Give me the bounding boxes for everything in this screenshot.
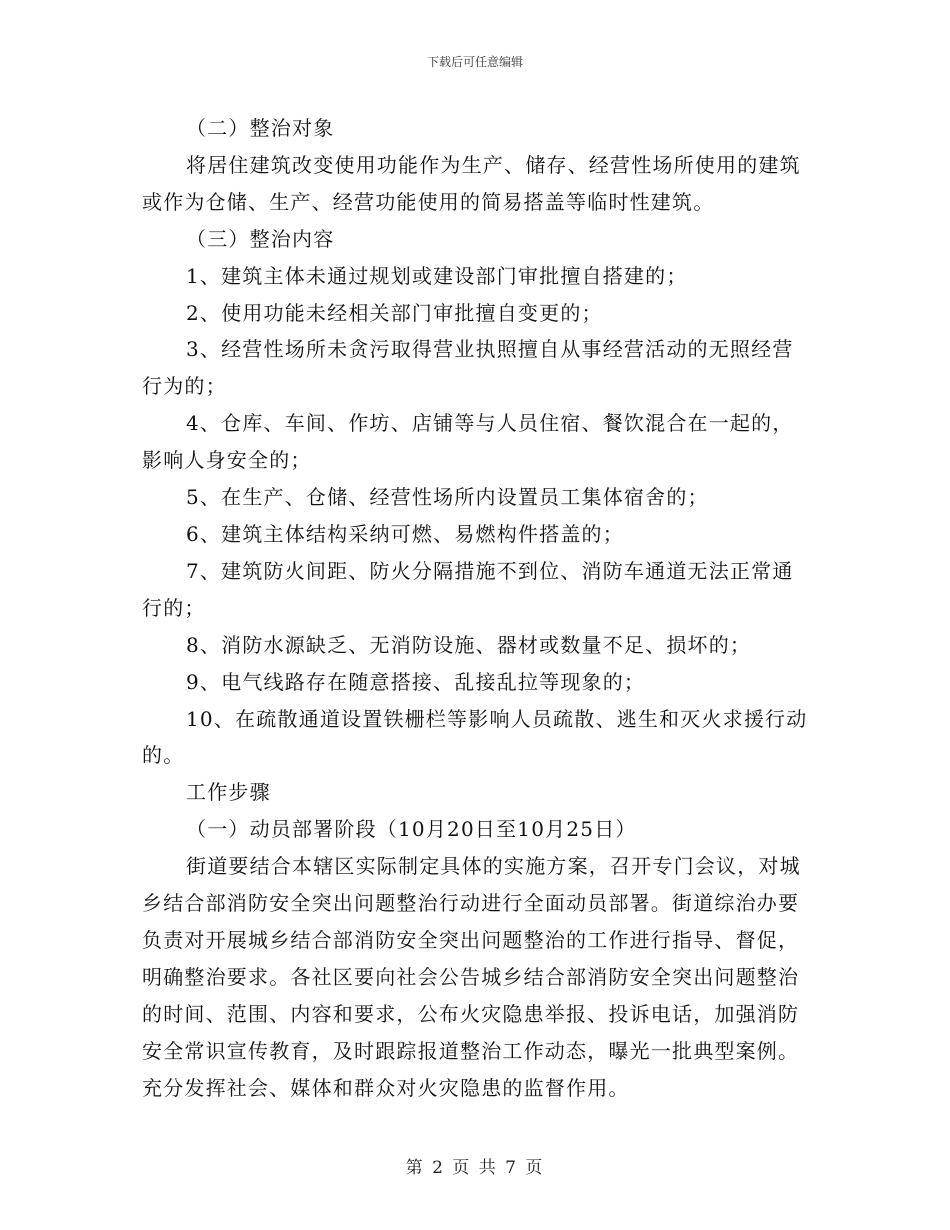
list-item-2: 2、使用功能未经相关部门审批擅自变更的； [186, 300, 603, 325]
list-item-10: 10、在疏散通道设置铁栅栏等影响人员疏散、逃生和灭火求援行动的。 [142, 706, 808, 768]
heading-rectification-content: （三）整治内容 [186, 226, 335, 251]
list-item-8: 8、消防水源缺乏、无消防设施、器材或数量不足、损坏的； [186, 632, 752, 657]
list-item-7: 7、建筑防火间距、防火分隔措施不到位、消防车通道无法正常通行的； [142, 558, 794, 620]
list-item-6: 6、建筑主体结构采纳可燃、易燃构件搭盖的； [186, 521, 624, 546]
heading-rectification-targets: （二）整治对象 [186, 116, 335, 140]
list-item-3: 3、经营性场所未贪污取得营业执照擅自从事经营活动的无照经营行为的； [142, 337, 794, 399]
list-item-9: 9、电气线路存在随意搭接、乱接乱拉等现象的； [186, 669, 646, 694]
document-body [142, 110, 810, 1106]
paragraph-targets-description: 将居住建筑改变使用功能作为生产、储存、经营性场所使用的建筑或作为仓储、生产、经营功能使用的简易搭盖等临时性建筑。 [142, 152, 801, 214]
header-note: 下载后可任意编辑 [426, 55, 523, 69]
heading-work-steps: 工作步骤 [186, 780, 271, 805]
list-item-4: 4、仓库、车间、作坊、店铺等与人员住宿、餐饮混合在一起的，影响人身安全的； [142, 411, 794, 473]
list-item-5: 5、在生产、仓储、经营性场所内设置员工集体宿舍的； [186, 485, 709, 510]
page-number-footer: 第 2 页 共 7 页 [405, 1158, 545, 1178]
list-item-1: 1、建筑主体未通过规划或建设部门审批擅自搭建的； [186, 263, 688, 288]
paragraph-mobilization-description: 街道要结合本辖区实际制定具体的实施方案，召开专门会议，对城乡结合部消防安全突出问题整治行动进行全面动员部署。街道综治办要负责对开展城乡结合部消防安全突出问题整治的工作进行指导、督促，明确整治要求。各社区要向社会公告城乡结合部消防安全突出问题整治的时间、范围、内容和要求，公布火灾隐患举报、投诉电话，加强消防安全常识宣传教育，及时跟踪报道整治工作动态，曝光一批典型案例。充分发挥社会、媒体和群众对火灾隐患的监督作用。 [142, 854, 801, 1100]
heading-mobilization-phase: （一）动员部署阶段（10月20日至10月25日） [186, 817, 637, 842]
